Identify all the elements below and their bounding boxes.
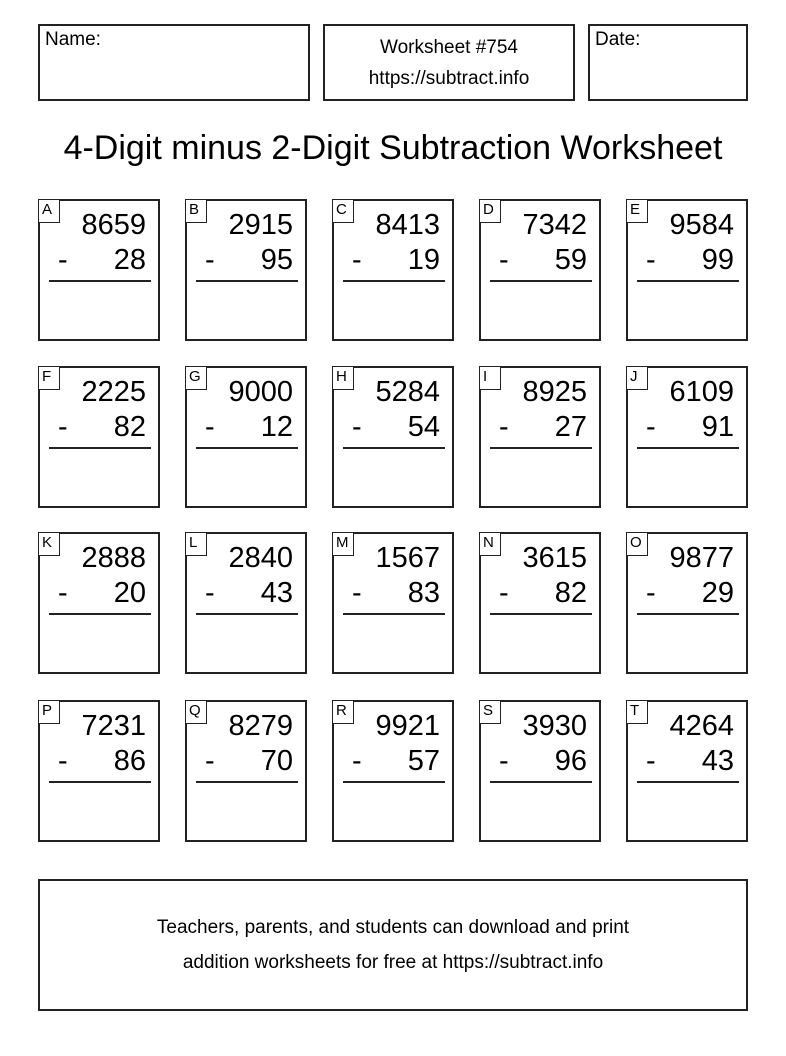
subtrahend: 20 xyxy=(113,577,146,609)
problem-letter: J xyxy=(626,366,648,390)
problem-letter: G xyxy=(185,366,207,390)
subtrahend: 12 xyxy=(260,411,293,443)
minuend: 5284 xyxy=(375,376,440,408)
minus-sign: - xyxy=(646,577,656,609)
minus-sign: - xyxy=(646,411,656,443)
answer-line xyxy=(637,613,739,615)
minuend: 4264 xyxy=(669,710,734,742)
problem-letter: A xyxy=(38,199,60,223)
minus-sign: - xyxy=(205,244,215,276)
subtrahend: 19 xyxy=(407,244,440,276)
problem-i[interactable] xyxy=(479,366,601,508)
answer-line xyxy=(637,280,739,282)
problem-letter: C xyxy=(332,199,354,223)
answer-line xyxy=(196,447,298,449)
answer-line xyxy=(343,280,445,282)
answer-line xyxy=(49,781,151,783)
minuend: 7342 xyxy=(522,209,587,241)
minuend: 2888 xyxy=(81,542,146,574)
problem-e[interactable] xyxy=(626,199,748,341)
problem-d[interactable] xyxy=(479,199,601,341)
problem-s[interactable] xyxy=(479,700,601,842)
problem-letter: H xyxy=(332,366,354,390)
answer-line xyxy=(490,447,592,449)
minus-sign: - xyxy=(646,745,656,777)
minus-sign: - xyxy=(499,577,509,609)
minuend: 7231 xyxy=(81,710,146,742)
answer-line xyxy=(343,781,445,783)
subtrahend: 82 xyxy=(554,577,587,609)
page-title: 4-Digit minus 2-Digit Subtraction Worksheet xyxy=(63,129,723,167)
answer-line xyxy=(49,280,151,282)
answer-line xyxy=(49,447,151,449)
minus-sign: - xyxy=(499,411,509,443)
problem-letter: B xyxy=(185,199,207,223)
problem-letter: L xyxy=(185,532,207,556)
minus-sign: - xyxy=(205,411,215,443)
subtrahend: 96 xyxy=(554,745,587,777)
subtrahend: 82 xyxy=(113,411,146,443)
worksheet-number: Worksheet #754 xyxy=(379,36,518,58)
minus-sign: - xyxy=(499,244,509,276)
minus-sign: - xyxy=(646,244,656,276)
problem-o[interactable] xyxy=(626,532,748,674)
minus-sign: - xyxy=(58,577,68,609)
problem-letter: E xyxy=(626,199,648,223)
problem-letter: I xyxy=(479,366,501,390)
problem-g[interactable] xyxy=(185,366,307,508)
subtrahend: 43 xyxy=(701,745,734,777)
minuend: 9584 xyxy=(669,209,734,241)
minus-sign: - xyxy=(58,411,68,443)
answer-line xyxy=(490,613,592,615)
minuend: 8279 xyxy=(228,710,293,742)
answer-line xyxy=(490,280,592,282)
subtrahend: 59 xyxy=(554,244,587,276)
name-label: Name: xyxy=(45,29,101,50)
minus-sign: - xyxy=(352,244,362,276)
problem-h[interactable] xyxy=(332,366,454,508)
subtrahend: 54 xyxy=(407,411,440,443)
subtrahend: 27 xyxy=(554,411,587,443)
subtrahend: 43 xyxy=(260,577,293,609)
problem-l[interactable] xyxy=(185,532,307,674)
minuend: 2840 xyxy=(228,542,293,574)
problem-q[interactable] xyxy=(185,700,307,842)
problem-letter: N xyxy=(479,532,501,556)
subtrahend: 99 xyxy=(701,244,734,276)
problem-j[interactable] xyxy=(626,366,748,508)
date-field[interactable] xyxy=(588,24,748,101)
problem-r[interactable] xyxy=(332,700,454,842)
answer-line xyxy=(343,447,445,449)
answer-line xyxy=(637,447,739,449)
minuend: 9921 xyxy=(375,710,440,742)
minuend: 8659 xyxy=(81,209,146,241)
subtrahend: 83 xyxy=(407,577,440,609)
worksheet-url: https://subtract.info xyxy=(368,67,530,89)
subtrahend: 70 xyxy=(260,745,293,777)
footer-line-2: addition worksheets for free at https://subtract.info xyxy=(182,952,604,973)
answer-line xyxy=(637,781,739,783)
subtrahend: 86 xyxy=(113,745,146,777)
problem-b[interactable] xyxy=(185,199,307,341)
subtrahend: 28 xyxy=(113,244,146,276)
problem-a[interactable] xyxy=(38,199,160,341)
name-field[interactable] xyxy=(38,24,310,101)
problem-k[interactable] xyxy=(38,532,160,674)
problem-f[interactable] xyxy=(38,366,160,508)
minuend: 3615 xyxy=(522,542,587,574)
problem-letter: T xyxy=(626,700,648,724)
problem-m[interactable] xyxy=(332,532,454,674)
minuend: 3930 xyxy=(522,710,587,742)
problem-n[interactable] xyxy=(479,532,601,674)
minuend: 2225 xyxy=(81,376,146,408)
problem-letter: P xyxy=(38,700,60,724)
minus-sign: - xyxy=(352,577,362,609)
subtrahend: 91 xyxy=(701,411,734,443)
minus-sign: - xyxy=(205,745,215,777)
minus-sign: - xyxy=(499,745,509,777)
footer-line-1: Teachers, parents, and students can download and print xyxy=(156,917,630,938)
problem-c[interactable] xyxy=(332,199,454,341)
date-label: Date: xyxy=(595,29,641,50)
minus-sign: - xyxy=(58,745,68,777)
answer-line xyxy=(49,613,151,615)
worksheet-info-box xyxy=(323,24,575,101)
subtrahend: 57 xyxy=(407,745,440,777)
problem-letter: M xyxy=(332,532,354,556)
minuend: 6109 xyxy=(669,376,734,408)
problem-letter: K xyxy=(38,532,60,556)
subtrahend: 29 xyxy=(701,577,734,609)
problem-letter: D xyxy=(479,199,501,223)
footer-box xyxy=(38,879,748,1011)
minuend: 8925 xyxy=(522,376,587,408)
minus-sign: - xyxy=(58,244,68,276)
problem-letter: S xyxy=(479,700,501,724)
problem-t[interactable] xyxy=(626,700,748,842)
answer-line xyxy=(196,280,298,282)
problem-letter: R xyxy=(332,700,354,724)
minuend: 9877 xyxy=(669,542,734,574)
problem-letter: F xyxy=(38,366,60,390)
answer-line xyxy=(196,613,298,615)
problem-p[interactable] xyxy=(38,700,160,842)
minus-sign: - xyxy=(352,745,362,777)
minuend: 8413 xyxy=(375,209,440,241)
answer-line xyxy=(196,781,298,783)
minuend: 1567 xyxy=(375,542,440,574)
minus-sign: - xyxy=(205,577,215,609)
minuend: 2915 xyxy=(228,209,293,241)
problem-letter: Q xyxy=(185,700,207,724)
minuend: 9000 xyxy=(228,376,293,408)
answer-line xyxy=(343,613,445,615)
subtrahend: 95 xyxy=(260,244,293,276)
answer-line xyxy=(490,781,592,783)
minus-sign: - xyxy=(352,411,362,443)
problem-letter: O xyxy=(626,532,648,556)
